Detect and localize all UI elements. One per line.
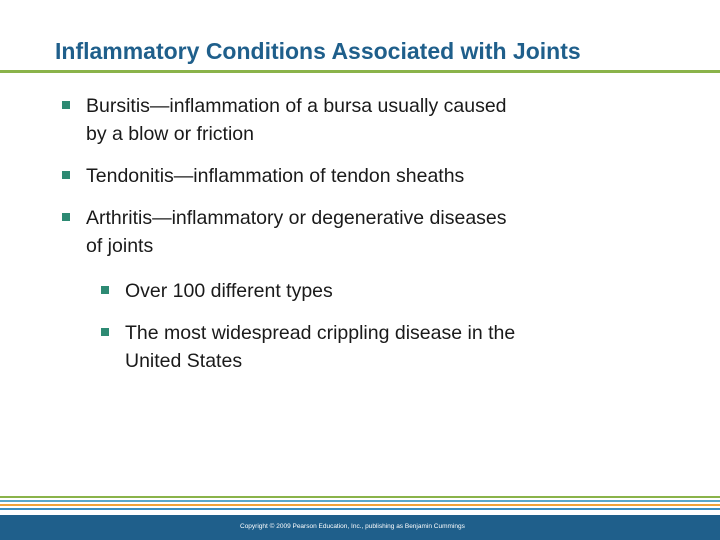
square-bullet-icon (101, 286, 109, 294)
square-bullet-icon (101, 328, 109, 336)
square-bullet-icon (62, 213, 70, 221)
copyright-text: Copyright © 2009 Pearson Education, Inc., publishing as Benjamin Cummings (240, 523, 465, 530)
bullet-line: Arthritis—inflammatory or degenerative diseases (86, 207, 507, 229)
sub-bullet-types (125, 277, 333, 305)
bullet-line: United States (125, 350, 243, 372)
bullet-line: Over 100 different types (125, 280, 333, 302)
footer-stripe (0, 500, 720, 502)
slide-title: Inflammatory Conditions Associated with Joints (55, 38, 581, 64)
sub-bullet-widespread (125, 319, 515, 375)
bullet-line: Tendonitis—inflammation of tendon sheaths (86, 165, 465, 187)
footer-stripe (0, 496, 720, 498)
square-bullet-icon (62, 171, 70, 179)
title-rule (0, 70, 720, 73)
bullet-line: Bursitis—inflammation of a bursa usually caused (86, 95, 507, 117)
bullet-line: of joints (86, 235, 154, 257)
bullet-bursitis (86, 92, 507, 148)
bullet-tendonitis (86, 162, 464, 190)
footer-stripe (0, 508, 720, 510)
bullet-arthritis (86, 204, 507, 260)
footer-stripes (0, 496, 720, 512)
square-bullet-icon (62, 101, 70, 109)
footer-stripe (0, 504, 720, 506)
bullet-line: by a blow or friction (86, 123, 254, 145)
bullet-line: The most widespread crippling disease in the (125, 322, 516, 344)
